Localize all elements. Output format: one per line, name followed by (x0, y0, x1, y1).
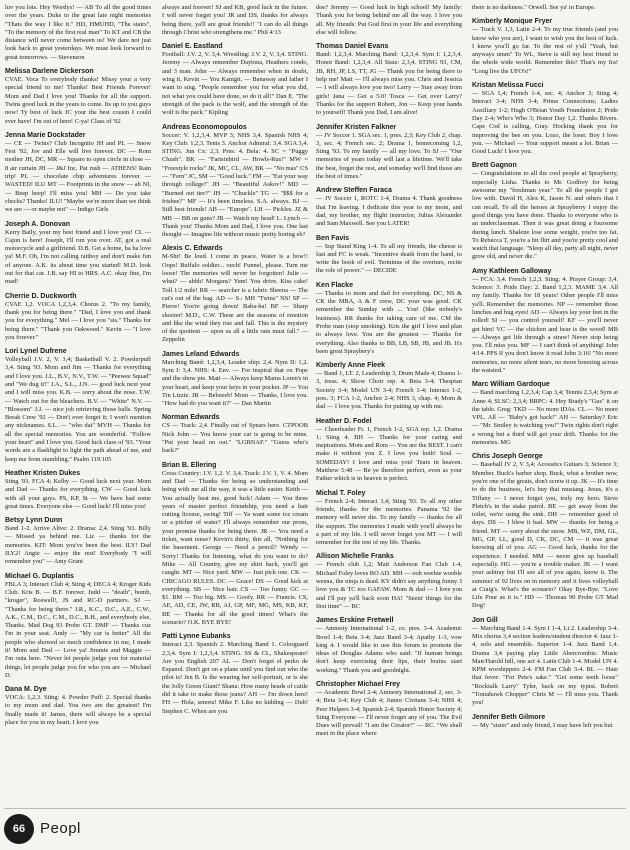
senior-entry (5, 67, 151, 126)
senior-name: Jon Gill (472, 616, 498, 624)
footer-rule (4, 808, 626, 809)
senior-entry (316, 234, 462, 276)
senior-entry (316, 361, 462, 411)
senior-entry (162, 123, 308, 240)
senior-name: Patti Lynne Eubanks (162, 633, 231, 641)
senior-entry (162, 244, 308, 344)
senior-name: Michael G. Duplantis (5, 572, 74, 580)
page-number-badge (4, 814, 34, 844)
senior-entry (316, 42, 462, 117)
senior-entry (316, 123, 462, 182)
senior-name: Jennifer Kristen Falkner (316, 123, 397, 131)
senior-name: Amy Kathleen Galloway (472, 267, 552, 275)
senior-name: Norman Edwards (162, 414, 220, 422)
senior-entry (162, 632, 308, 716)
senior-entry (472, 452, 618, 610)
senior-entry (5, 220, 151, 287)
senior-name: Melissa Darlene Dickerson (5, 68, 94, 76)
senior-name: Ken Flacke (316, 281, 353, 289)
senior-entry (5, 292, 151, 342)
senior-name: Brian B. Ellering (162, 461, 217, 469)
continued-entry-text: doe? Jeremy — Good luck in high school! My family: Thank you for being behind me all the way. I love you all. My friends: Put God first in your life and everything else will follow. (316, 4, 462, 36)
senior-name: Kimberly Anne Fleek (316, 362, 385, 370)
senior-name: Ben Favis (316, 234, 350, 242)
senior-message: — FCA: 3,4. French 1,2,3. Sting: 4. Prayer Group: 3,4. Science: 3. Pride Day: 2. Band 1,2,3. MAME 3,4. All my family. Thanks for 18 years! Other people I'll miss ya'll. Remember the memories. NP — remember those lunches and bug eyes! AD — Always lay your feet in the rolled! SI — you control yourself! KF — you'll never get him! VC — the chicken and bear is the wood! MB — Always get life through a straw! Never stop being you. I'll miss you. MF — I can't think of anything! John 4:14. PPS If you don't know it read John 3:16! "No more memories, no more silent tears, no more breezing across the waisted." (472, 275, 618, 374)
senior-message: Band: 1,2,3,4. Marching Band: 1,2,3,4. Sym I: 1,2,3,4. Honor Band: 1,2,3,4. All State: 2,3,4. STING 93, CM, JB, RH, JP, LS, TT, JG — Thank you for being there to help me! Matt — I'll always miss you. Chris and Jessica — I will always love you two! Larry — Stay away from girls! Jana — Get a 5.0! Tosca — Get over Larry? Thanks for the support Robert, Jon — Keep your hands to yourself! Thank you Dad, I am alive! (316, 51, 462, 117)
senior-message: — Academic Bowl 2-4; Amnesty International 2, sec. 3-4; Beta 3-4; Key Club 4; Junior Civitans 3-4; NHS 4; Peer Helpers 3-4; Spanish 2-4; Spanish Honor Society 4; Sting Everyone — I'll never forget any of you. The Evil Dues will prevail! "I am the Creator!" — RC. "We shall meet in the place where (316, 689, 462, 738)
senior-message: VOCA: 1,2,3. Sting: 4. Powder Puff: 2. Special thanks to my mom and dad. You two are the greatest! I'm finally made it! James, there will always be a special place for you in my heart. I love you (5, 694, 151, 727)
senior-name: James Erskine Fretwell (316, 617, 394, 625)
senior-entry (316, 281, 462, 356)
continued-entry-text: there is no darkness." Orwell. See ya' in Europe. (472, 4, 596, 11)
senior-entry (472, 81, 618, 156)
senior-entry (316, 489, 462, 548)
senior-message: CVAE. Voca To everybody thanks! Missy your a very special friend to me! Thanks! Best Friends Forever! Mom and Dad I love you! Thanks for all the support. Twins good luck in the years to come. Its up to you guys now! Ty best of luck JC your the best cousin I could ever have! I'm out of here! C-ya! Class of '92 (5, 76, 151, 125)
continued-entry-text: always and forever! SJ and KB, good luck in the future. I will never forget you! JR and DS, thanks for always being there, ya'll are great friends!! "I can do all things through Christ who strengthens me." Phil 4:13 (162, 4, 308, 36)
senior-entry (162, 42, 308, 117)
senior-entry (472, 713, 618, 730)
senior-name: Michal T. Foley (316, 489, 366, 497)
senior-name: Alexis C. Edwards (162, 245, 223, 253)
senior-name: Andrew Steffen Faraca (316, 187, 392, 195)
text-column-1 (5, 4, 151, 808)
senior-entry (162, 413, 308, 455)
senior-message: — JV Soccer 1. SGA sec. 1, pres. 2,3; Key Club 2, chap. 3, sec. 4; French sec. 2; Drama 1, homecoming 1,2, Sting '93. To my family — all my love. To SJ — "Our memories of years today will last a lifetime. We'll take the best, forget the rest, and someday we'll find those are the best of times." (316, 131, 462, 181)
senior-message: — SGA 1,4; French 1-4, sec. 4; Anchor 3; Sting 4; Interact 3-4; NHS 3-4; Prime Connections; Ladies Auxiliary 1-2; Hugh O'Brian Youth Foundation 2; Pride Day 2-4; Who's Who 3; Honor Day 1,2. Thanks Rivers. Cape Cod is calling, Gray. Hocking thank you for improving the bee on you. Lozo, the loser. Boy I love you. — Michael — Your support meant a lot. Brian — Good Luck! I love you. (472, 90, 618, 156)
senior-message: M-Shr! Be loud. I come in peace. Water is a bow!! Oops! Buffalo soldier... ouch! Funnel, please. Turn me loose! The memories will never be forgotten! Julie — what? — ahhh! Morgans? Yum! You drive. Kiss cake! Toll 1/2 mile! RR — searcher is a fabric Sheena — The cat's out of the bag. AD — S.: MH "Twins" NS! SP — Pierre! You're going down! Baba-ha! BF — Sharp shooter! M.D., C.W. These are the seasons of emotion and like the wind they rise and fall. This is the mystery of the quotient — upon us all a little rain must fall." — Zeppelin (162, 253, 308, 344)
senior-name: Kimberly Monique Fryer (472, 18, 553, 26)
senior-message: Soccer: V. 1,2,3,4. MVP 3; NHS 3,4. Spanish NHS 4; Key Club: 1,2,3. Tenis 3. Anchor Admiral: 3,4. SGA 3,4. STING. Jun Cx: 2,3. Pres: 4. Bela: 4. SC = "Puggy Chush". BK — "Fartsinbird — Howls-Rus!" MW = "Freestyle rocks" JK, MC, CL, AW, BK — "No mas" CS — "Fern" JC, SM — "Good luck." FM — "Eat your way through college!" JH — "Beautiful Askov!" MD — "Burned out tire?" JH — "Chuckle" TG — "$$$ for a frisbee?" MF — It's been timeless. S.A. always. BJ — Still best friends! AB — "Europe". LH — Pickles. JZ & MB — BB on guns? JB — Watch my head! L. Lynch — Thank you! Thanks Mom and Dad, I love you. One last thought — Imagine life without music pretty boring eh? (162, 131, 308, 239)
senior-name: Joseph A. Donovan (5, 220, 71, 228)
senior-message: Marching Band: 1,2,3,4, Leader ship: 2,4. Nym II: 1,2. Sym I: 3,4. NHS: 4. Env. — For inspiral that ox Pope and the show pie. Matt — Always keep Mama Loren's in your heart, and keep your keys in your pocket. JP — You Tin Lizzie. JB — Bebeeeb! Mom — Thanks, I love you. "How bad do you want it?" — Dan Martin (162, 358, 308, 408)
senior-name: Jenna Marie Dockstader (5, 131, 86, 139)
senior-message: — Thanks to mom and dad for everything. DC, NS & CK the MBA, A & F crew, DC your was good. CK remember the Sunday with ... You! (like nobody's business). RR thanks for taking care of me. CM the Probe man (stop smoking). Kris the girl I love and plan to always love. You are the greatest — Thanks for everything. Also thanks to BB, LB, SB, JB, and JB. It's been great Spraybery's (316, 289, 462, 355)
senior-message: CS — Track: 2,4. Finally out of Spears here. CTPOOB Nick John — You know your car is going to be mine. "Put your head on out." "LGBNAF." "Guess who's back?" (162, 422, 308, 455)
senior-entry (472, 616, 618, 708)
senior-message: Kerry Baily, your my best friend and I love you! CL — Cajun is here! Joseph, I'll run you over. AT, got a real motorcycle and a girlfriend. D.B. Get a home, ha ha love ya! M.F. Oh, I'm not calling raitboy and don't make fun of anyone. A.K. its about time you started! M.D. look out for that car. J.B. say HI to HRS. A.C. okay fine, I'm mad! (5, 228, 151, 286)
senior-message: — Congratulations to all the cool people at Sprayberry, especially Lisha. Thanks to Mr. Godfrey for being awesome my "freshman year." To all the people I got low with. David H, Alex K, Jason N. and others that I can recall. To all the heroes at Sprayberry I enjoy the good things you have done. Thanks to everyone who is an underclassman. Then it was great doing a foursome during lunch. Shalene lose some weight, you're too fat. To Rebecca T, you're a bit flirt and you're pretty cool and watch that language. "Sleep all day, party all night, never grow old, and never die." (472, 170, 618, 261)
senior-name: Betsy Lynn Dunn (5, 517, 63, 525)
section-title: Peopl (40, 820, 81, 837)
senior-entry (5, 131, 151, 215)
senior-message: Sting '93. FCA 4; Kelby — Good luck next year. Mom and Dad — Thanks for everything. CW — Good luck with all your guys. PS, KP, St — We have had some great times. Everyone else — Good luck! I'll miss you! (5, 477, 151, 510)
page-number: 66 (4, 814, 34, 844)
senior-message: — Band 1, LT. 2, Leadership 3, Drum Made 4; Drama 1-3, treas. 4; Show Choir rep. 4. Beta 3-4; Thespian Society 3-4; Model UN 3-4; French 1-4; Interact 1-2, pres. 3; FCA 1-2, Anchor 2-4; NHS 3, chap. 4; Mom & dad — I love you. Thanks for putting up with me. (316, 370, 462, 411)
senior-message: Interact 2,3. Spanish 2. Marching Band 1. Colorguard 2,3,4. Sym I: 1,2,3,4. STING. SS & CL, Shakespeare! Are you English 207 AL — Don't forget el perko de Espanol. Don't get on a plane until you find out who the pilot is! Jen B. Is the wearing her self-portrait, or is she the Jolly Green Giant? Shana: How many heads of cattle did it take to make those jeans? AH — I'm down here! FH — Hola, senora! Mike F. Like no kidding — Dub! Stephen C. When are you (162, 641, 308, 715)
senior-entry (5, 516, 151, 566)
senior-message: — Band marching 1,2,3,4; Cap 3,4; Tennis 2,3,4; Sym at Anne 4; SLSC: 2,3,4; BRPC: 4. Hey Brady's "Gus" it on the table. Greg: TKD — No more IDAs. CL — No more VPL. All — "Baby's got back!" AH — Saturday? Eric — "Mr. Smiley is watching you!" Twin rights don't right a wrong but a third will get your drift. Thanks for the memories. MG (472, 389, 618, 447)
senior-message: — JV Soccer 1, ROTC 1-4, Drama 4. Thank goodness that I'm leaving. I dedicate this year to my mom, and dad, my brother, my flight instructor, Julius Alexander and Sam Maxwell. See you LATER! (316, 195, 462, 228)
senior-entry (472, 267, 618, 376)
text-column-3 (316, 4, 462, 808)
senior-message: FBLA 3; Interact Club 4; Sting 4; DECA 4; Kroger Kids Club. Kris B. — B.F. forever. Judd — "death", bomb, "kroger", Roswell!, JS and RC-D partners. SJ — "Thanks for being there." J.R., K.C., D.C., A.E., C.W., A.K., C.M., D.C., C.M., D.C., B.H., and everybody else, Thanks. Mad Dog 93 Probe GT. DMF — Thanks cuz I'm in your seat. Andy — "My car is better" All the people who showed so much confidence in me, I made it! Mom and Dad — Love ya! Jimmie and Maggie — I'm outa here. "Never let people judge you for material things, let people judge you for who you are — Michael D. (5, 580, 151, 679)
senior-message: — Track V. 1,3, Latin 2-4. To my true friends (and you know who you are), I want to wish you the best of luck. I know you'll go far. To the rest of y'all "Yeah, but anyways umm" To WL, Steve is still my best friend in the whole wide world. Remember this? That's my Ira! "Long live the UFO's!" (472, 26, 618, 75)
senior-message: — Baseball JV 2, V 3,4; Acoustics Guitars 3; Science 3; Member. Buck's barber shop. Buck, what a brother now, you're one of the greats, don't screw it up. JK — It's time to do the business, let's buy that mustang. Jesus, it's a Tiffany — I never forget you, truly my hero. Steve Pletch's in the stake patrol. BE — get away from the toilet, we're using the sink. DH — remember good ol days. DS — I blew it bad. MW — thanks for being a friend. MT — sorry about the snow. MB, WZ, DM, GL, MG, GP, LL, good D, CK, DC, CM — it was great knowing all of you. AG — Good luck, thanks for the experience. I needed. MM — never give up baseball especially. HG — you're a trouble maker. JK — I want your ashtray but I'll see all of you again, know it. The summer of 92 lives on in memory and it lives volleyball at Craig's. What's the scenario? Okay Bye-Bye. "Love Life Pour as it is." HD — Thoreau 90 Probe GT Mad Dog! (472, 461, 618, 610)
senior-entry (5, 347, 151, 464)
text-column-4 (472, 4, 618, 808)
senior-message: Football: J.V. 2, V. 3,4. Wrestling: J.V. 2, V. 3,4. STING. Jeremy — Always remember Daytona, Heathers condo, and 3 man. John — Always remember when in doubt, wing it. Kevin — You Kanigit. — Banaway and father I want to sing. "People remember you for what you did, not what you could have done, so do it all!" Dan E. "The strength of the pack is the wolf, and the strength of the wolf is the pack." Kipling (162, 51, 308, 117)
senior-message: — Cheerleader Fr. 1, French 1-2, SGA rep. 1,2. Drama 1; Sting 4. BH — Thanks for your caring and inspirations. Mom and Rom — You are the BEST. I can't make it without you Z. I love you both! Soul — SOMEDAY! I love and miss you! Tears in heaven. Matthew 5:48 — Be ye therefore perfect, even as your Father which is in heaven is perfect. (316, 425, 462, 483)
senior-name: Heather D. Fodel (316, 417, 372, 425)
senior-message: — Sup Stand King 1-4. To all my friends, the cheese is fast and FC is weak. "Incentive death from the hand, to write the book of evil. Terminus of the overture, recite the role of power." — DECIDE (316, 242, 462, 275)
senior-message: — CE — Twins? Club Incognito JH and PL — Snow Fest '92, Jov and Elle will live forever. DC — Rom mother JH, DC, MR — Square to open circle in close — 8 air curtain JH — J&J Inc. Pat rush — ATHENS! Rain trip! PL — chocolate chip adventures forever — WASTED! ILU MT — Footprints in the snow — ah NI, — Beep beep! I'll miss you! MH — Do you take checks? Thanks! ILU! "Maybe we're more than we think we are — or maybe not" — Indigo Girls (5, 139, 151, 214)
senior-message: — French 2-4; Interact 3,4; Sting '93. To all my other friends, thanks for the memories. Panama '92 the memory will never die. To my family — thanks for all the support. The memories I made with you'll always be a part of my life. I will never forget you MT — I will remember for the rest of my life. Thanks. (316, 497, 462, 547)
senior-entry (5, 469, 151, 511)
senior-entry (162, 461, 308, 628)
senior-name: Kristan Melissa Fucci (472, 82, 544, 90)
senior-name: Lori Lynel Dufrene (5, 348, 67, 356)
senior-message: Band 1-2. Arrive Alive: 2. Drama: 2,4. Sting '93. Billy — Missed ya behind me. Liz — thanks for the memories. KIT: Mom you've been the best. ILY! Dad ILY2! Angie — enjoy the rest! Everybody "I will remember you" — Amy Grant (5, 525, 151, 566)
senior-name: Marc William Gardoque (472, 381, 550, 389)
continued-entry-text: luv you lots. Hey Wordys! — AB To all the good times over the years. Duke to the great late night memories "Thats the way I like it." HD, HMUHD, "The stairs", "To the memory of the first real man" To KT and CB the distance will never come between us! We dare not just look back to great yesterdays. We must look forward to great tomorrows. — Stevenson (5, 4, 151, 61)
senior-entry (316, 186, 462, 228)
senior-entry (162, 350, 308, 409)
senior-name: Cherrie D. Duckworth (5, 292, 77, 300)
senior-message: — Amnesty International 1-2, co. pres. 3-4. Academic Bowl 1-4; Beta 3-4; Jazz Band 3-4; Apathy 1-3, vow king 4. I would like to use this forum to promote the ideas of Douglas Adams who said: "If human beings don't keep exercising their lips, their brains start working." Thank you and goodnight. (316, 625, 462, 674)
senior-entry (472, 161, 618, 261)
senior-message: CVAE 1,2. VOCA 1,2,3,4. Chorus 2. "To my family, thank you for being there." "Dad, I love you and thank you for everything." Mel — I love you "sis." Thanks for being there." "Thank you Oakwood." Kevin — "I love you forever." (5, 300, 151, 341)
senior-entry (472, 17, 618, 76)
senior-name: Andreas Economopoulos (162, 123, 247, 131)
senior-entry (472, 380, 618, 447)
senior-entry (5, 572, 151, 681)
senior-name: Dana M. Dye (5, 686, 47, 694)
text-column-2 (162, 4, 308, 808)
senior-entry (316, 680, 462, 739)
senior-name: Allison Michelle Franks (316, 553, 394, 561)
senior-entry (316, 616, 462, 675)
senior-name: Christopher Michael Frey (316, 681, 401, 688)
senior-message: Volleyball J.V. 2, V. 3,4; Basketball V. 2. Powderpuff 3,4. Sting '93. Mom and Jim — Thanks for everything and I love you. J.L., B.V., N.V., T.W. — "Peewee Squad" and "We dug it!" J.A., S.L., J.N. — good luck next year and I will miss you. K.B. — sorry about the nose. T.W. — Watch out for the bleachers. B.V. — "White" N.V. — "Blossom" J.J. — nice job retrieving those balls. Spring Break Crew '92 — Don't ever forget it; I won't mention any nicknames. S.L. — "who dat" MVH — Thanks for all the special memories. You are wonderful. "Follow your heart" and I love you. Good luck class of '93. "Your words are a flashlight to light the path ahead of me, and keep me from stumbling." Psalm 119:105 (5, 356, 151, 463)
senior-name: Thomas Daniel Evans (316, 43, 389, 51)
senior-entry (316, 552, 462, 611)
senior-message: — French club 1,2; Matt Anderson Fan Club 1-4, Michael Foley loves BO AD. MH — ooh weebie wooble weena, the ninja is dead. KY didn't say anything funny. I love you & TC too GAFAW. Mom & dad — I love you and I'll pay ya'll back soon HA! "Seein' things for the first time" — BC (316, 561, 462, 610)
senior-name: Jennifer Beth Gilmore (472, 713, 546, 721)
senior-message: Cross Country: J.V. 1,2. V. 3,4. Track: J.V. 1, V. 4. Mom and Dad — Thanks for being so understanding and being with me all the way, it was a little easier. Keith — You actually beat me, good luck! Adam — You three years of master perfect friendship, you need a hair cutting license, swing! Tiff — Ya want some ice cream or a pitcher of water? I'll always remember our prom, your promise thanks for being there. JR — You need a ticket, want tense? Kevin's thirty, this all, "Nothing for the basement. George — Need a pencil? Wendy — Sorry! Thanks for listening, what do you want to do? Mike — All Country, give my shirt back, you'll get caught. MT — Nice yard. MW — Just pick one. CK — CHICAGO RULES. DC — Grace! DS — Good luck at everything. SB — Nice hair. CS — Too funny. GC — $1. BM — Too big. MS — Goofy. RR — Francis. CS, AE, AD, CE, JW, RB, AJ, GP, MF, MG, MS, KB, KF, BE — Thanks for all the good times! What's the scenario? O.K. BYE BYE! (162, 469, 308, 626)
senior-entry (5, 685, 151, 727)
senior-name: Brett Gagnon (472, 162, 517, 170)
senior-message: — Marching Band 1-4. Sym I 1-4, Lt 2. Leadership 3-4. Mix chorus 3,4 section leaders/student director 4. Jazz 1-4, solo and ensemble. Superior 1-4. Jazz Band 1,4. Drama 3,4 paying play Little Abercrombie. Music Man/Harold hill, one act 4. Latin Club 1-4. Model UN 4. KPM worshippers 2-4. FM Fan Club 3-4. BL — Hate that fever: "For Pete's sake." "Get some teeth loose" "Rocktalk Larry" Tyler, back on my typist. Robert "Tomahawk Chopper" Chris M — I'll miss you. Thank you! (472, 624, 618, 707)
senior-entry (316, 417, 462, 484)
senior-name: Chris Joseph George (472, 453, 543, 461)
senior-name: Daniel E. Eastland (162, 43, 223, 51)
senior-name: James Leland Edwards (162, 350, 240, 358)
senior-message: — My "sister" and only friend, I may have left you but (472, 721, 613, 729)
senior-name: Heather Kristen Dukes (5, 469, 81, 477)
